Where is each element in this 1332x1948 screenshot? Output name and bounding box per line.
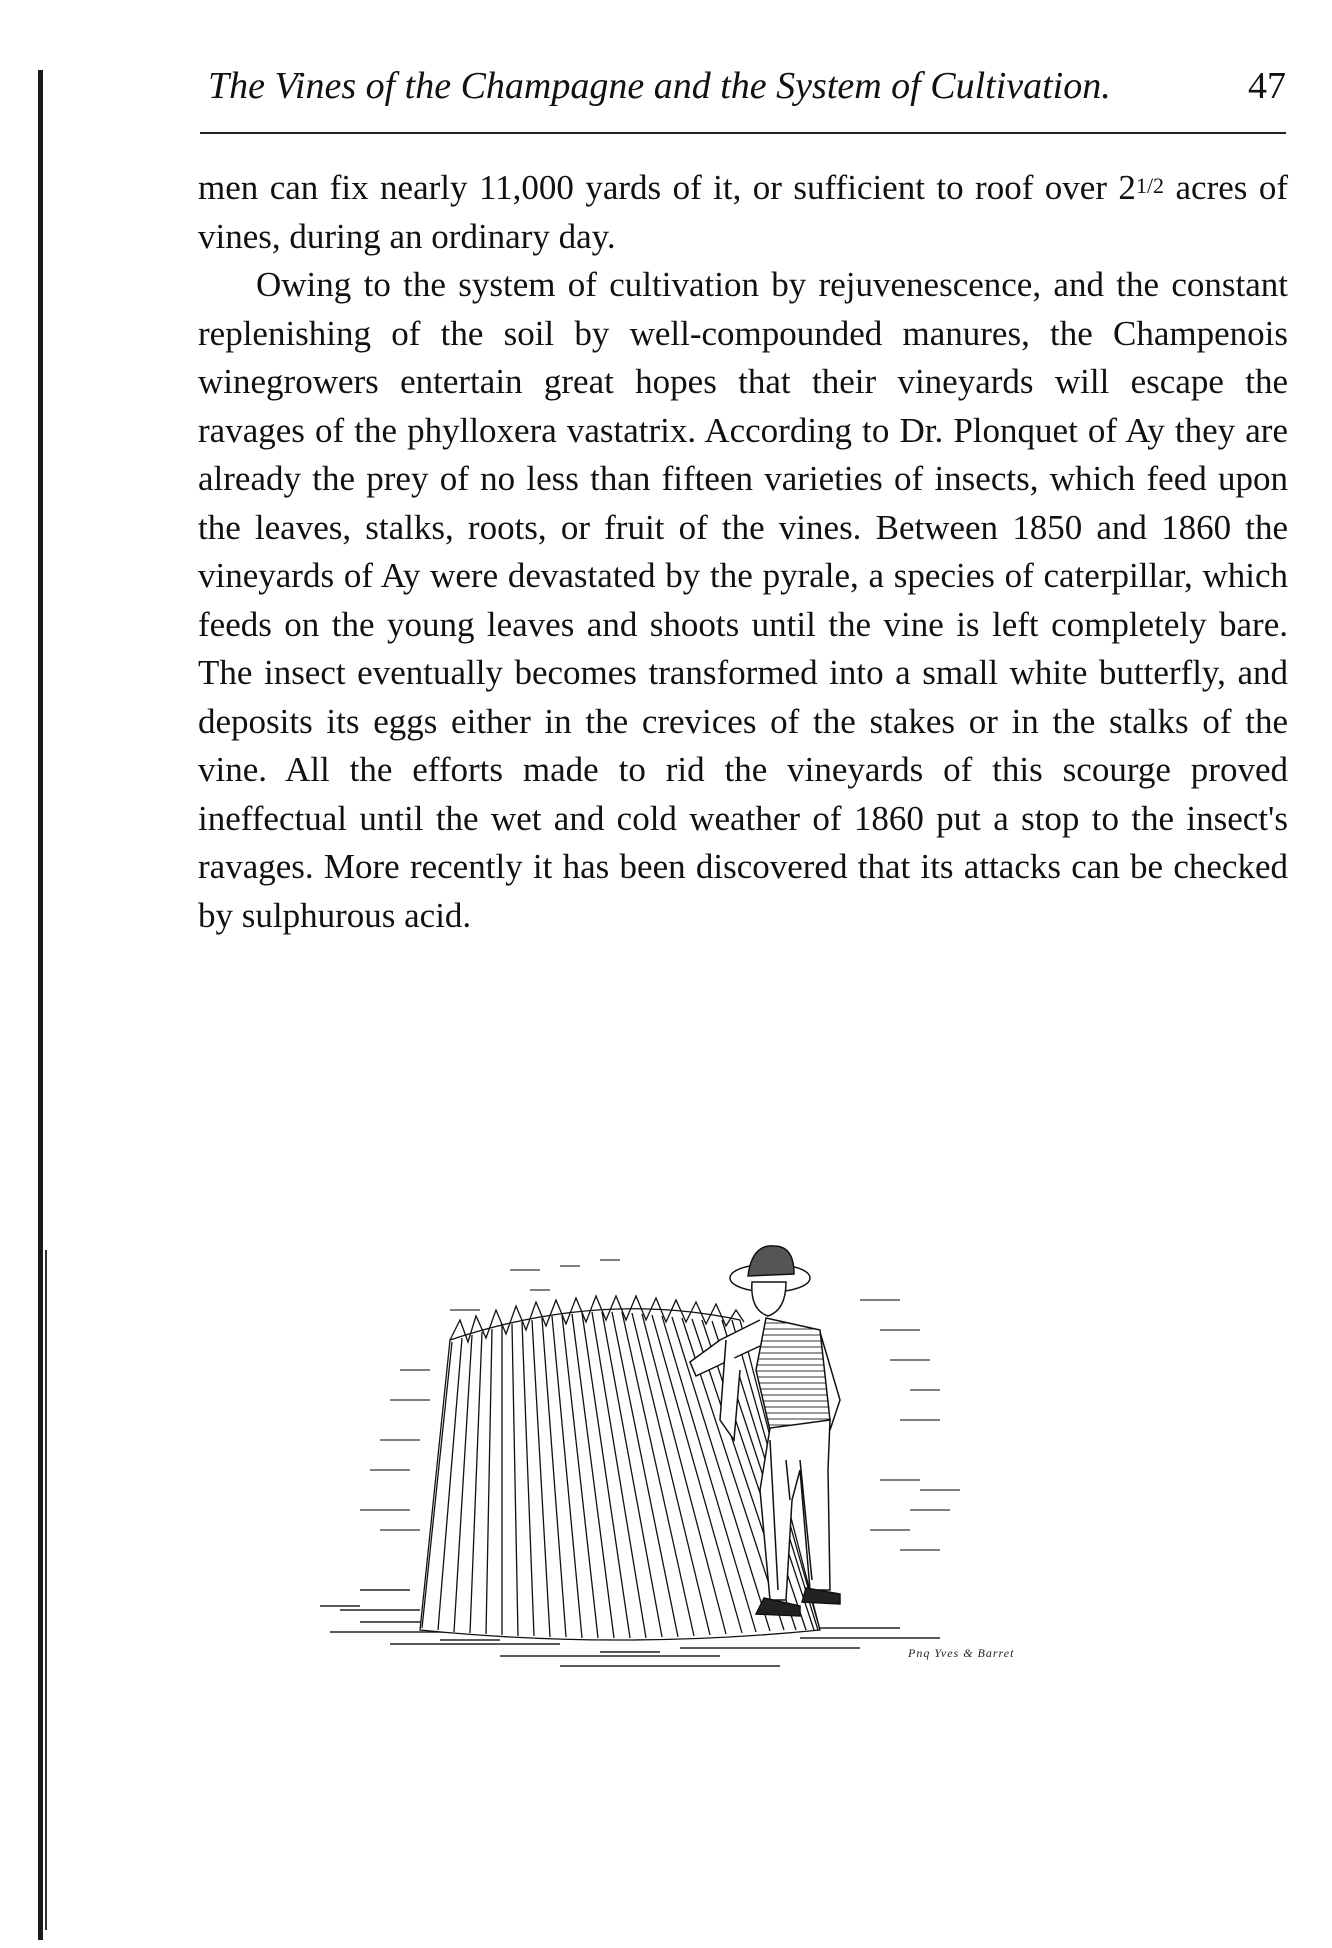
paragraph-1 — [198, 162, 1288, 261]
paragraph-2: Owing to the system of cultivation by rejuvenescence, and the constant replenishing of the soil by well-compounded manures, the Champenois winegrowers entertain great hopes that their vineyards will escape the ravages of the phylloxera vastatrix. According to Dr. Plonquet of Ay they are already the prey of no less than fifteen varieties of insects, which feed upon the leaves, stalks, roots, or fruit of the vines. Between 1850 and 1860 the vineyards of Ay were devastated by the pyrale, a species of caterpillar, which feeds on the young leaves and shoots until the vine is left completely bare. The insect eventually becomes transformed into a small white butterfly, and deposits its eggs either in the crevices of the stakes or in the stalks of the vine. All the efforts made to rid the vineyards of this scourge proved ineffectual until the wet and cold weather of 1860 put a stop to the insect's ravages. More recently it has been discovered that its attacks can be checked by sulphurous acid. — [198, 265, 1288, 935]
paragraph-1-start: men can fix nearly 11,000 yards of it, or sufficient to roof over 2 — [198, 168, 1136, 207]
engraver-credit: Pnq Yves & Barret — [908, 1646, 1015, 1660]
running-header — [200, 58, 1286, 118]
paragraph-1-end: acres of vines, during an ordinary day. — [198, 168, 1288, 256]
page-number: 47 — [1248, 65, 1286, 107]
scan-binding-edge-thin — [45, 1250, 47, 1930]
fraction: 1/2 — [1135, 173, 1165, 198]
scan-binding-edge — [38, 70, 43, 1940]
running-title: The Vines of the Champagne and the System of Cultivation. — [208, 65, 1111, 107]
engraving-illustration — [300, 1170, 1080, 1700]
body-text — [198, 162, 1288, 940]
header-rule — [200, 132, 1286, 134]
